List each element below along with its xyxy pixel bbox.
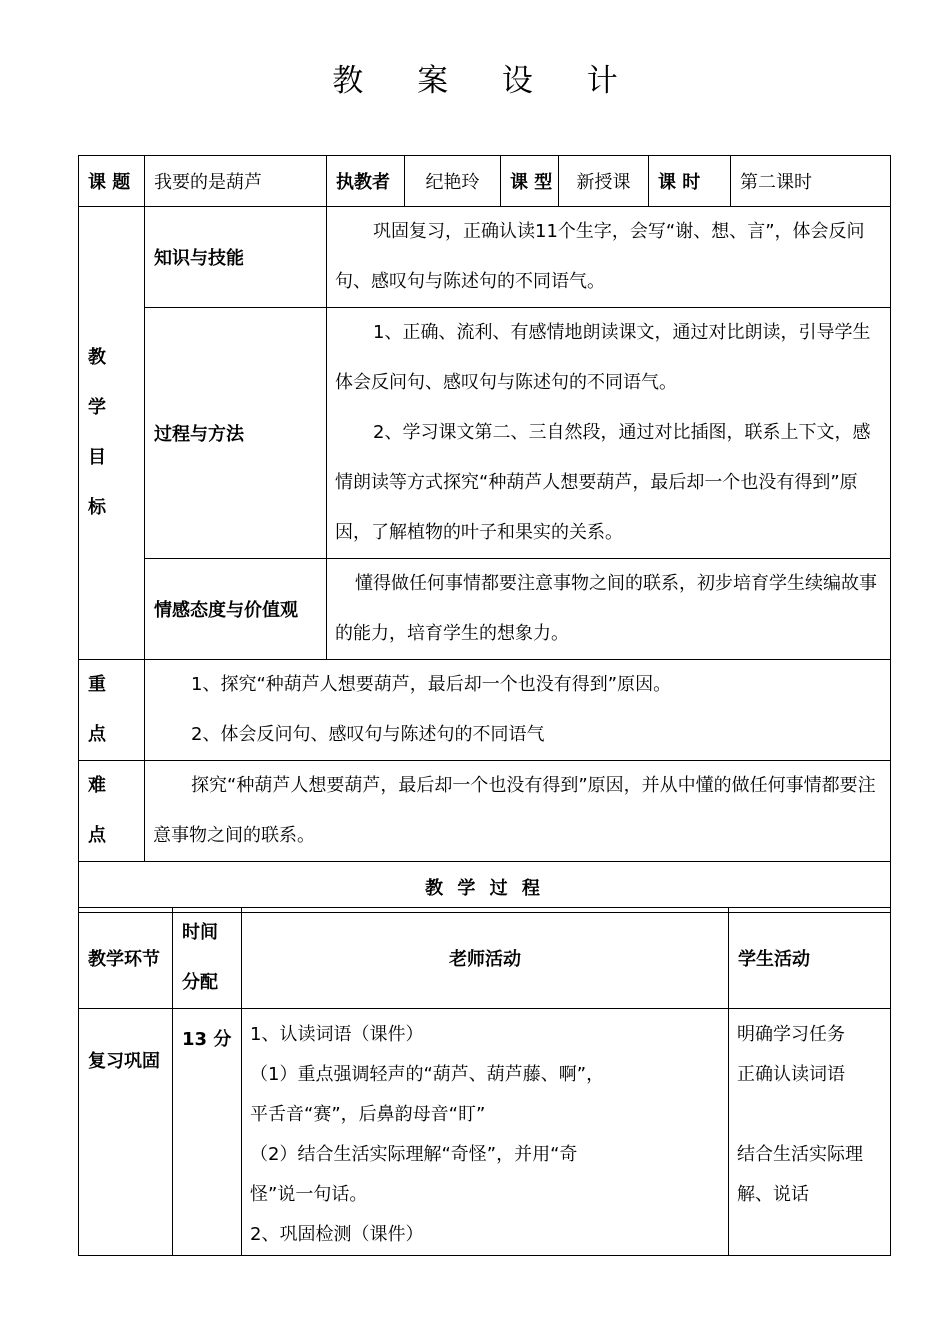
time-header-line-1: 时间 (182, 922, 218, 943)
teacher-line: 2、巩固检测（课件） (250, 1224, 424, 1245)
process-paragraph-2: 2、学习课文第二、三自然段，通过对比插图，联系上下文，感情朗读等方式探究“种葫芦人想要葫芦，最后却一个也没有得到”原因，了解植物的叶子和果实的关系。 (335, 422, 871, 543)
difficulties-label-char: 难 (88, 775, 106, 796)
goals-label-char: 目 (88, 447, 106, 468)
student-activity-cell (729, 1009, 891, 1256)
goals-label-char: 标 (88, 497, 106, 518)
key-points-label-char: 点 (88, 724, 106, 745)
type-label: 课 型 (501, 156, 559, 207)
student-line (737, 1095, 882, 1135)
period-value: 第二课时 (731, 156, 891, 207)
emotion-text (327, 559, 891, 660)
time-header-line-2: 分配 (182, 972, 218, 993)
teacher-activity-cell (242, 1009, 729, 1256)
process-paragraph-1: 1、正确、流利、有感情地朗读课文，通过对比朗读，引导学生体会反问句、感叹句与陈述句的不同语气。 (335, 322, 871, 393)
key-point-2: 2、体会反问句、感叹句与陈述句的不同语气 (191, 724, 545, 745)
time-review: 13 分 (173, 1009, 242, 1256)
student-line: 明确学习任务 (737, 1024, 845, 1045)
emotion-label: 情感态度与价值观 (145, 559, 327, 660)
teacher-value: 纪艳玲 (405, 156, 501, 207)
emotion-paragraph: 懂得做任何事情都要注意事物之间的联系，初步培育学生续编故事的能力，培育学生的想象力。 (335, 573, 877, 644)
student-line: 结合生活实际理 (737, 1144, 863, 1165)
goals-label-char: 学 (88, 397, 106, 418)
knowledge-paragraph: 巩固复习，正确认读11个生字，会写“谢、想、言”，体会反问句、感叹句与陈述句的不同语气。 (335, 221, 865, 292)
knowledge-text (327, 207, 891, 308)
topic-value: 我要的是葫芦 (145, 156, 327, 207)
stage-review: 复习巩固 (79, 1009, 173, 1256)
difficulties-label (79, 761, 145, 862)
student-line: 解、说话 (737, 1184, 809, 1205)
teacher-line: 平舌音“赛”，后鼻韵母音“盯” (250, 1104, 486, 1125)
difficulties-label-char: 点 (88, 825, 106, 846)
process-method-text (327, 308, 891, 559)
knowledge-label: 知识与技能 (145, 207, 327, 308)
key-points-text (145, 660, 891, 761)
page-title: 教 案 设 计 (332, 63, 640, 99)
process-section-title: 教 学 过 程 (79, 862, 891, 913)
process-method-label: 过程与方法 (145, 308, 327, 559)
key-point-1: 1、探究“种葫芦人想要葫芦，最后却一个也没有得到”原因。 (191, 674, 672, 695)
teacher-activity-header: 老师活动 (242, 908, 729, 1009)
teacher-line: （1）重点强调轻声的“葫芦、葫芦藤、啊”， (250, 1064, 605, 1085)
key-points-label (79, 660, 145, 761)
type-value: 新授课 (559, 156, 649, 207)
teacher-line: 1、认读词语（课件） (250, 1024, 424, 1045)
student-line: 正确认读词语 (737, 1064, 845, 1085)
goals-label (79, 207, 145, 660)
topic-label: 课 题 (79, 156, 145, 207)
difficulties-text (145, 761, 891, 862)
teacher-line: 怪”说一句话。 (250, 1184, 368, 1205)
stage-header: 教学环节 (79, 908, 173, 1009)
teacher-line: （2）结合生活实际理解“奇怪”，并用“奇 (250, 1144, 578, 1165)
difficulties-paragraph: 探究“种葫芦人想要葫芦，最后却一个也没有得到”原因，并从中懂的做任何事情都要注意事物之间的联系。 (153, 775, 876, 846)
teacher-label: 执教者 (327, 156, 405, 207)
student-activity-header: 学生活动 (729, 908, 891, 1009)
lesson-plan-table (78, 155, 891, 913)
process-table (78, 907, 891, 1256)
period-label: 课 时 (649, 156, 731, 207)
goals-label-char: 教 (88, 347, 106, 368)
time-header (173, 908, 242, 1009)
key-points-label-char: 重 (88, 674, 106, 695)
